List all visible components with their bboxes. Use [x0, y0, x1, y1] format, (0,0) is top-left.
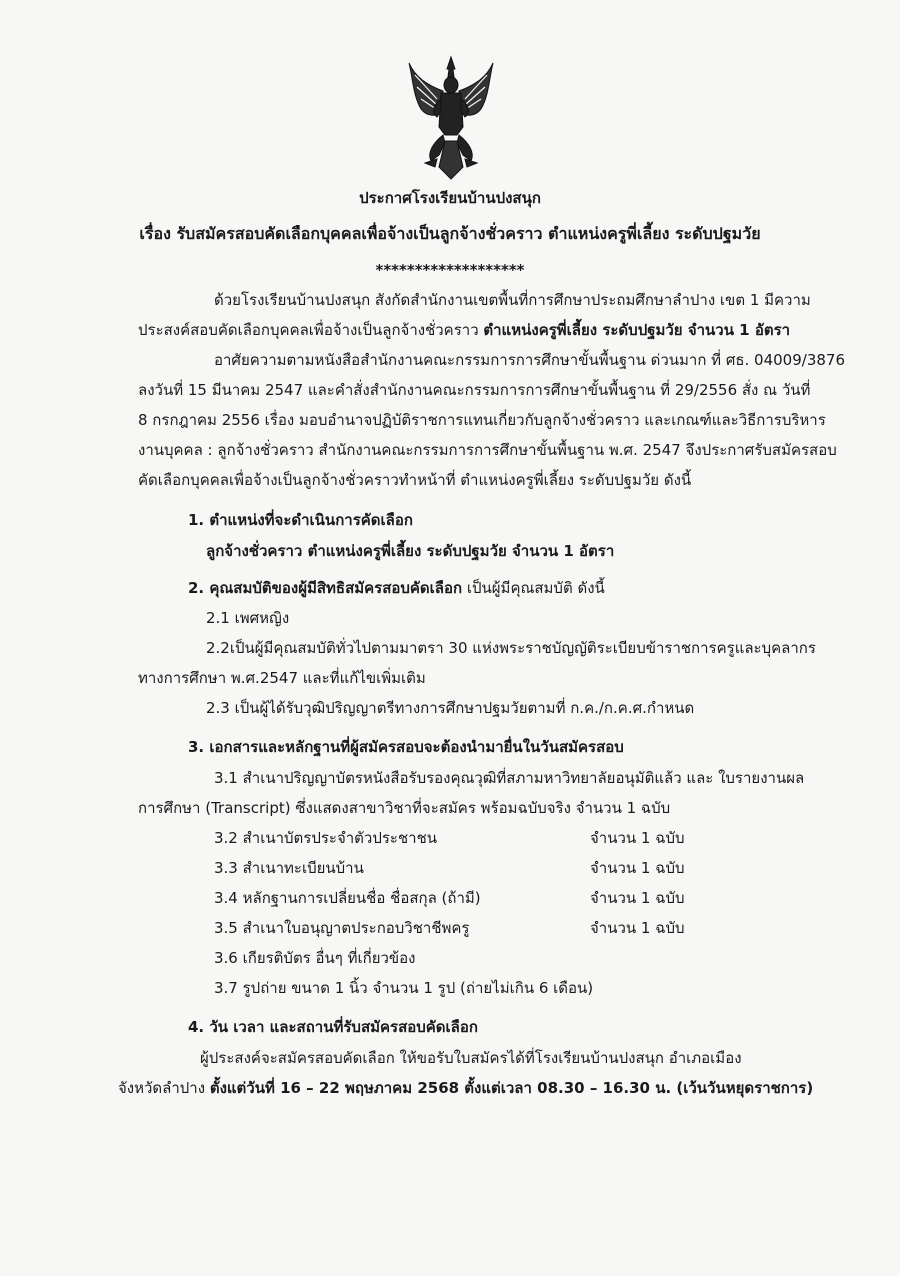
section3-item4: 3.4 หลักฐานการเปลี่ยนชื่อ ชื่อสกุล (ถ้ามี)	[214, 889, 481, 907]
section3-item5: 3.5 สำเนาใบอนุญาตประกอบวิชาชีพครู	[214, 919, 470, 937]
section3-item4-qty: จำนวน 1 ฉบับ	[590, 889, 685, 907]
section4-line1: ผู้ประสงค์จะสมัครสอบคัดเลือก ให้ขอรับใบสมัครได้ที่โรงเรียนบ้านปงสนุก อำเภอเมือง	[200, 1049, 742, 1067]
section3-item5-qty: จำนวน 1 ฉบับ	[590, 919, 685, 937]
section3-item3: 3.3 สำเนาทะเบียนบ้าน	[214, 859, 364, 877]
section3-item7: 3.7 รูปถ่าย ขนาด 1 นิ้ว จำนวน 1 รูป (ถ่ายไม่เกิน 6 เดือน)	[214, 979, 594, 997]
section3-item3-qty: จำนวน 1 ฉบับ	[590, 859, 685, 877]
section3-item2: 3.2 สำเนาบัตรประจำตัวประชาชน	[214, 829, 438, 847]
section3-item1-line2: การศึกษา (Transcript) ซึ่งแสดงสาขาวิชาที่จะสมัคร พร้อมฉบับจริง จำนวน 1 ฉบับ	[138, 799, 671, 817]
section4-line2a: จังหวัดลำปาง	[118, 1079, 210, 1097]
section2-heading-bold: 2. คุณสมบัติของผู้มีสิทธิสมัครสอบคัดเลือก	[188, 579, 463, 597]
garuda-emblem	[407, 55, 495, 181]
section2-heading-tail: เป็นผู้มีคุณสมบัติ ดังนี้	[462, 579, 605, 597]
section2-item1: 2.1 เพศหญิง	[206, 609, 290, 627]
section1-heading: 1. ตำแหน่งที่จะดำเนินการคัดเลือก	[188, 511, 413, 529]
section4-line2b: ตั้งแต่วันที่ 16 – 22 พฤษภาคม 2568 ตั้งแต่เวลา 08.30 – 16.30 น. (เว้นวันหยุดราชการ)	[209, 1079, 814, 1097]
intro-p1-line2	[138, 320, 790, 340]
intro-p2-line5: คัดเลือกบุคคลเพื่อจ้างเป็นลูกจ้างชั่วคราวทำหน้าที่ ตำแหน่งครูพี่เลี้ยง ระดับปฐมวัย ดังนี้	[138, 471, 692, 489]
section3-item2-qty: จำนวน 1 ฉบับ	[590, 829, 685, 847]
announcement-subject: เรื่อง รับสมัครสอบคัดเลือกบุคคลเพื่อจ้างเป็นลูกจ้างชั่วคราว ตำแหน่งครูพี่เลี้ยง ระดับปฐมวัย	[139, 224, 761, 243]
intro-p1-line2a: ประสงค์สอบคัดเลือกบุคคลเพื่อจ้างเป็นลูกจ้างชั่วคราว	[138, 321, 484, 339]
intro-p2-line2: ลงวันที่ 15 มีนาคม 2547 และคำสั่งสำนักงานคณะกรรมการการศึกษาขั้นพื้นฐาน ที่ 29/2556 สั่ง ณ วันที่	[138, 381, 811, 399]
section3-heading: 3. เอกสารและหลักฐานที่ผู้สมัครสอบจะต้องนำมายื่นในวันสมัครสอบ	[188, 738, 624, 756]
intro-p2-line3: 8 กรกฎาคม 2556 เรื่อง มอบอำนาจปฏิบัติราชการแทนเกี่ยวกับลูกจ้างชั่วคราว และเกณฑ์และวิธีการบริหาร	[138, 411, 826, 429]
intro-p1-line2b: ตำแหน่งครูพี่เลี้ยง ระดับปฐมวัย จำนวน 1 อัตรา	[483, 321, 791, 339]
section3-item6: 3.6 เกียรติบัตร อื่นๆ ที่เกี่ยวข้อง	[214, 949, 416, 967]
section4-heading: 4. วัน เวลา และสถานที่รับสมัครสอบคัดเลือก	[188, 1018, 478, 1036]
announcement-title: ประกาศโรงเรียนบ้านปงสนุก	[359, 189, 541, 207]
intro-p2-line4: งานบุคคล : ลูกจ้างชั่วคราว สำนักงานคณะกรรมการการศึกษาขั้นพื้นฐาน พ.ศ. 2547 จึงประกาศรับสมัครสอบ	[138, 441, 837, 459]
section3-item1-line1: 3.1 สำเนาปริญญาบัตรหนังสือรับรองคุณวุฒิที่สภามหาวิทยาลัยอนุมัติแล้ว และ ใบรายงานผล	[214, 769, 805, 787]
section4-line2	[118, 1078, 813, 1098]
section2-item2-line1: 2.2เป็นผู้มีคุณสมบัติทั่วไปตามมาตรา 30 แห่งพระราชบัญญัติระเบียบข้าราชการครูและบุคลากร	[206, 639, 816, 657]
intro-p2-line1: อาศัยความตามหนังสือสำนักงานคณะกรรมการการศึกษาขั้นพื้นฐาน ด่วนมาก ที่ ศธ. 04009/3876	[214, 351, 845, 369]
section2-item2-line2: ทางการศึกษา พ.ศ.2547 และที่แก้ไขเพิ่มเติม	[138, 669, 426, 687]
section1-detail: ลูกจ้างชั่วคราว ตำแหน่งครูพี่เลี้ยง ระดับปฐมวัย จำนวน 1 อัตรา	[206, 542, 615, 560]
separator-asterisks: *******************	[375, 261, 525, 279]
intro-p1-line1: ด้วยโรงเรียนบ้านปงสนุก สังกัดสำนักงานเขตพื้นที่การศึกษาประถมศึกษาลำปาง เขต 1 มีความ	[214, 291, 811, 309]
section2-heading	[188, 578, 605, 598]
section2-item3: 2.3 เป็นผู้ได้รับวุฒิปริญญาตรีทางการศึกษาปฐมวัยตามที่ ก.ค./ก.ค.ศ.กำหนด	[206, 699, 695, 717]
